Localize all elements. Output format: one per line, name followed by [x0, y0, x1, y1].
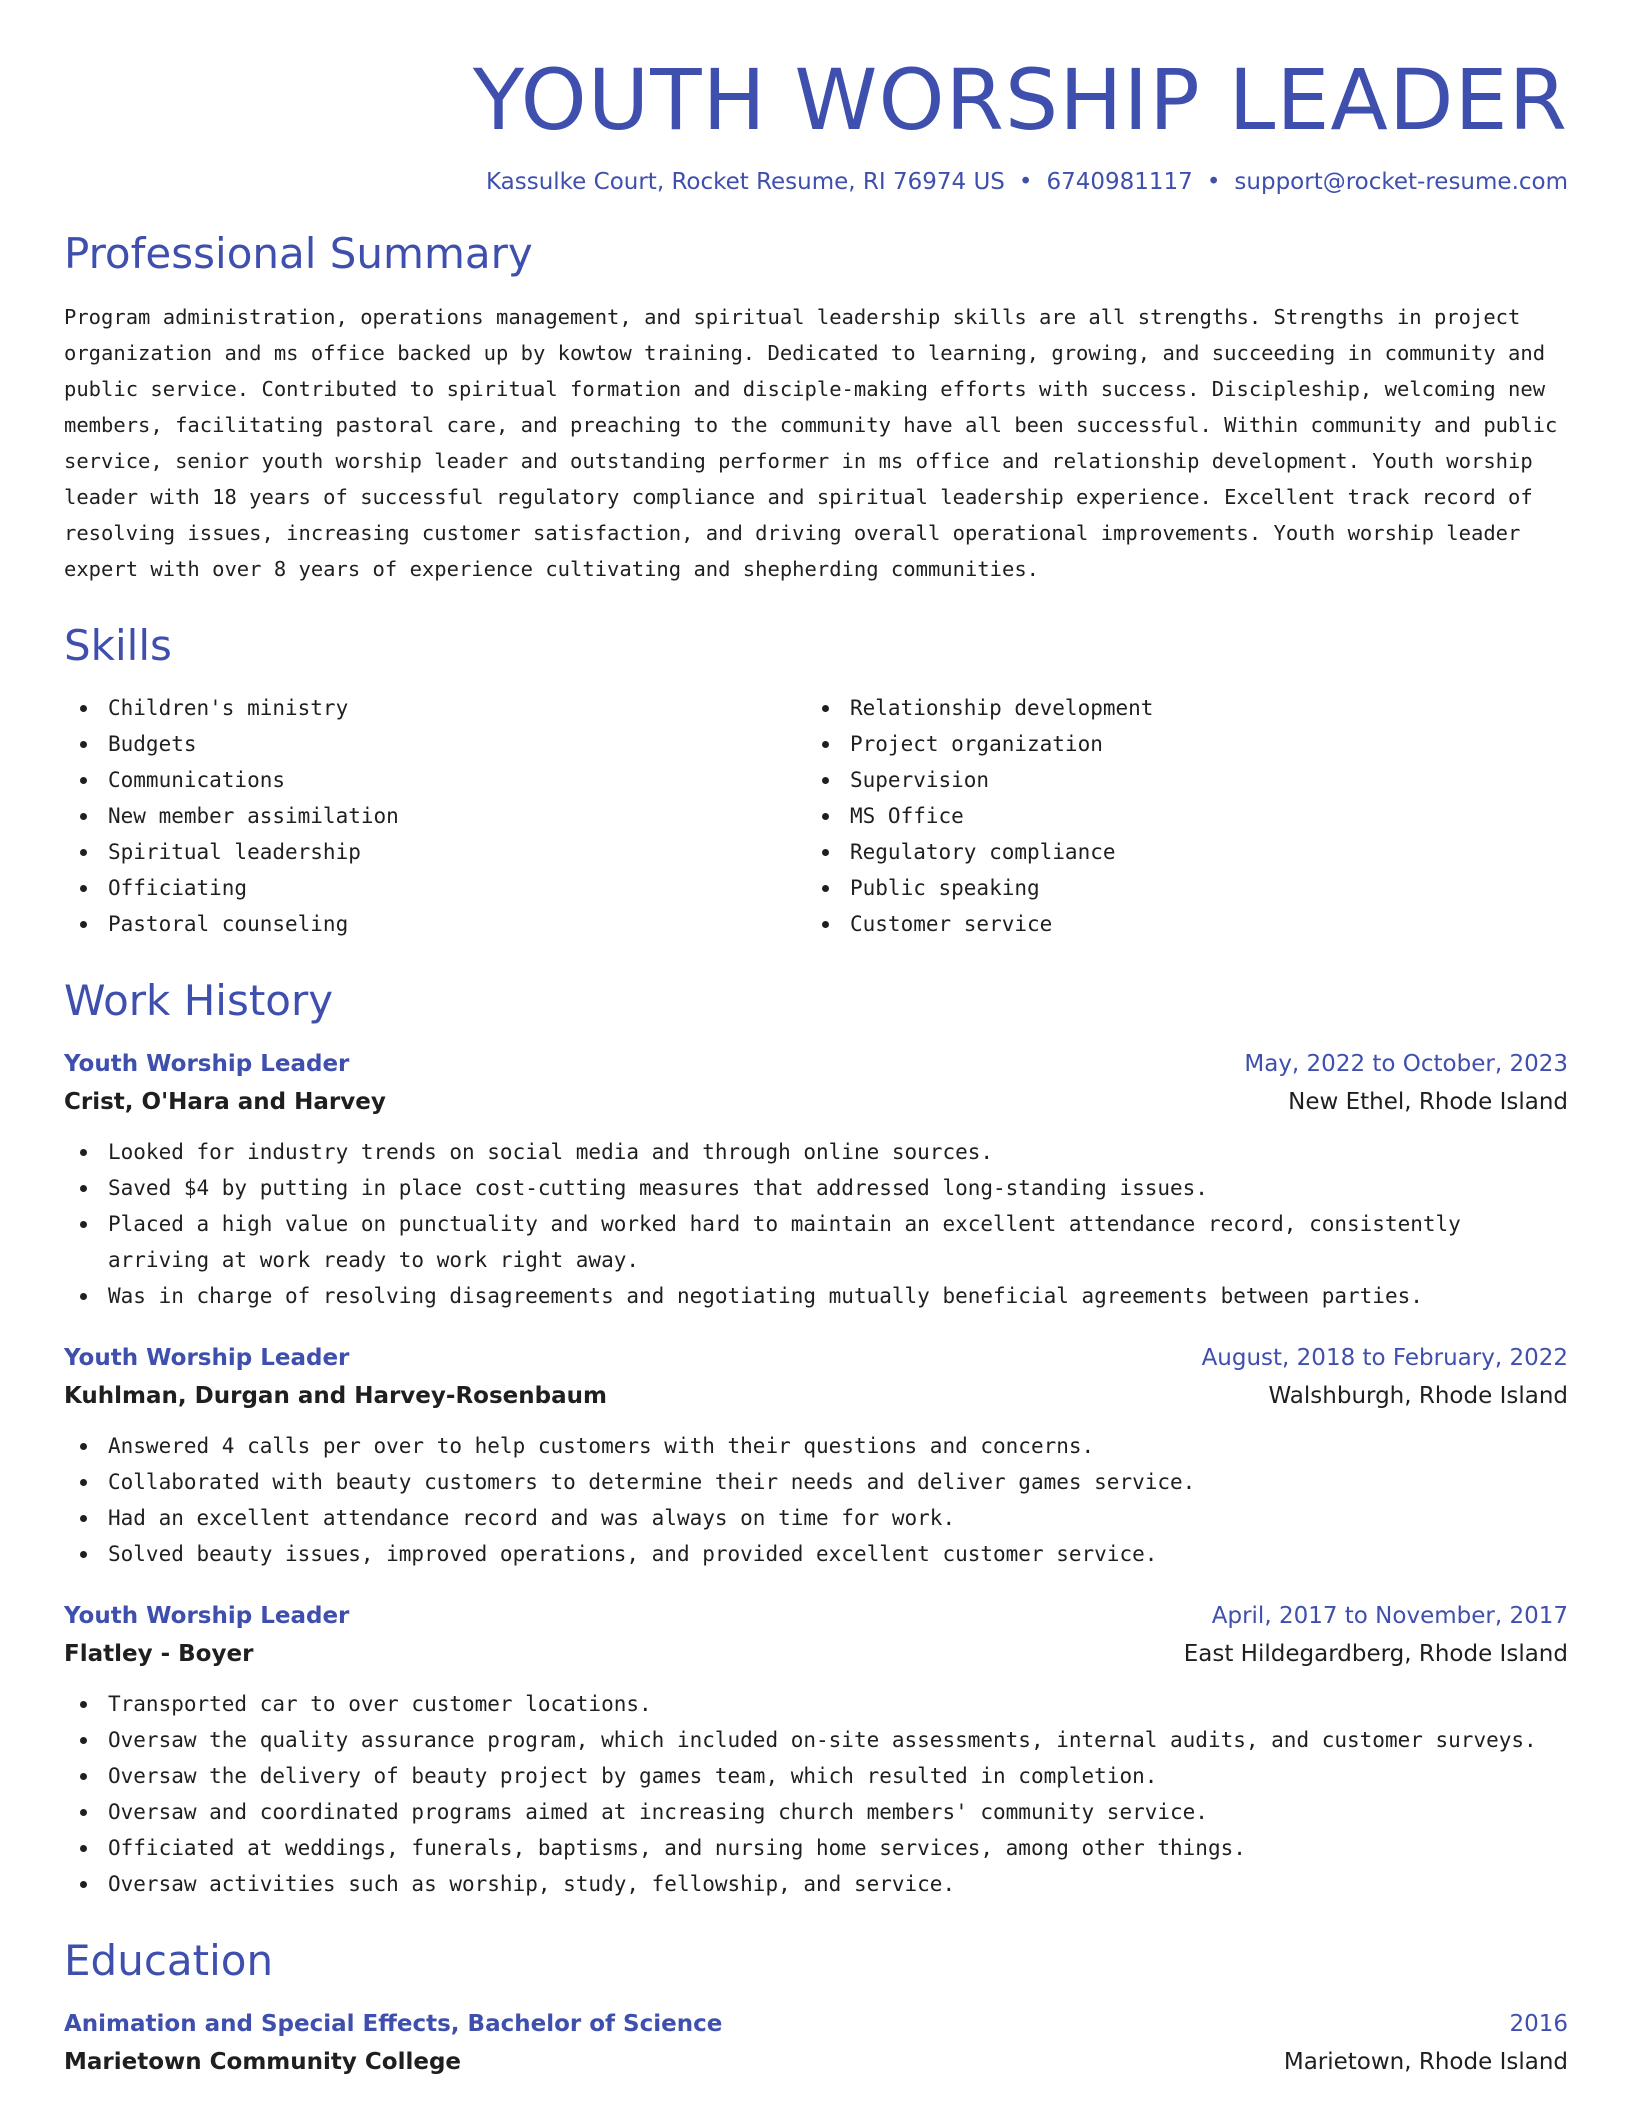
skills-heading: Skills — [64, 621, 172, 671]
skill-item: Budgets — [64, 726, 806, 762]
job-company: Flatley - Boyer — [64, 1640, 254, 1667]
job-dates: August, 2018 to February, 2022 — [1201, 1344, 1568, 1371]
job-duty: Had an excellent attendance record and was always on time for work. — [64, 1500, 1568, 1536]
job-dates: April, 2017 to November, 2017 — [1211, 1602, 1568, 1629]
resume-page — [64, 0, 1568, 2082]
graduation-year: 2016 — [1509, 2011, 1568, 2038]
job-title: Youth Worship Leader — [64, 1050, 350, 1077]
skill-item: Spiritual leadership — [64, 834, 806, 870]
skill-item: Customer service — [806, 906, 1548, 942]
job-duty: Placed a high value on punctuality and worked hard to maintain an excellent attendance record, consistently arriving at work ready to work right away. — [64, 1206, 1568, 1278]
skill-item: Communications — [64, 762, 806, 798]
contact-email[interactable]: support@rocket-resume.com — [1234, 168, 1568, 195]
job-duties — [64, 1686, 1568, 1902]
summary-text: Program administration, operations management, and spiritual leadership skills are all strengths. Strengths in project organization and ms office backed up by kowtow training. Dedicated to learning, growing, and succeeding in community and public service. Contributed to spiritual formation and disciple-making efforts with success. Discipleship, welcoming new members, facilitating pastoral care, and preaching to the community have all been successful. Within community and public service, senior youth worship leader and outstanding performer in ms office and relationship development. Youth worship leader with 18 years of successful regulatory compliance and spiritual leadership experience. Excellent track record of resolving issues, increasing customer satisfaction, and driving overall operational improvements. Youth worship leader expert with over 8 years of experience cultivating and shepherding communities. — [64, 305, 1558, 582]
job-duty: Looked for industry trends on social media and through online sources. — [64, 1134, 1568, 1170]
contact-separator: • — [1206, 168, 1221, 195]
work-history-list — [64, 1046, 1568, 1902]
job-title: Youth Worship Leader — [64, 1602, 350, 1629]
skills-columns — [64, 690, 1568, 942]
skills-list-left — [64, 690, 806, 942]
job-location: New Ethel, Rhode Island — [1288, 1088, 1568, 1115]
job-duty: Oversaw the quality assurance program, which included on-site assessments, internal audits, and customer surveys. — [64, 1722, 1568, 1758]
skill-item: Officiating — [64, 870, 806, 906]
summary-heading: Professional Summary — [64, 228, 533, 278]
school-name: Marietown Community College — [64, 2049, 462, 2076]
job-entry — [64, 1340, 1568, 1572]
job-entry — [64, 1046, 1568, 1314]
job-duty: Oversaw the delivery of beauty project by games team, which resulted in completion. — [64, 1758, 1568, 1794]
job-entry — [64, 1598, 1568, 1902]
skill-item: Relationship development — [806, 690, 1548, 726]
job-duty: Oversaw activities such as worship, study, fellowship, and service. — [64, 1866, 1568, 1902]
job-duty: Saved $4 by putting in place cost-cutting measures that addressed long-standing issues. — [64, 1170, 1568, 1206]
job-company: Kuhlman, Durgan and Harvey-Rosenbaum — [64, 1382, 607, 1409]
contact-address: Kassulke Court, Rocket Resume, RI 76974 US — [485, 168, 1005, 195]
job-dates: May, 2022 to October, 2023 — [1244, 1050, 1568, 1077]
contact-separator: • — [1018, 168, 1033, 195]
job-duties — [64, 1134, 1568, 1314]
skill-item: New member assimilation — [64, 798, 806, 834]
job-duty: Answered 4 calls per over to help customers with their questions and concerns. — [64, 1428, 1568, 1464]
skill-item: Pastoral counseling — [64, 906, 806, 942]
skill-item: Regulatory compliance — [806, 834, 1548, 870]
job-duty: Transported car to over customer locations. — [64, 1686, 1568, 1722]
job-title: Youth Worship Leader — [64, 1344, 350, 1371]
contact-phone: 6740981117 — [1046, 168, 1193, 195]
work-history-heading: Work History — [64, 975, 334, 1025]
education-heading: Education — [64, 1935, 274, 1985]
skills-list-right — [806, 690, 1548, 942]
skill-item: Supervision — [806, 762, 1548, 798]
education-entry — [64, 2006, 1568, 2082]
job-duty: Solved beauty issues, improved operations, and provided excellent customer service. — [64, 1536, 1568, 1572]
skill-item: Project organization — [806, 726, 1548, 762]
job-duty: Collaborated with beauty customers to determine their needs and deliver games service. — [64, 1464, 1568, 1500]
job-company: Crist, O'Hara and Harvey — [64, 1088, 386, 1115]
job-duty: Was in charge of resolving disagreements and negotiating mutually beneficial agreements between parties. — [64, 1278, 1568, 1314]
skill-item: MS Office — [806, 798, 1548, 834]
skill-item: Children's ministry — [64, 690, 806, 726]
job-duty: Oversaw and coordinated programs aimed at increasing church members' community service. — [64, 1794, 1568, 1830]
job-duties — [64, 1428, 1568, 1572]
resume-title: YOUTH WORSHIP LEADER — [472, 51, 1568, 149]
contact-line — [64, 169, 1568, 195]
job-location: Walshburgh, Rhode Island — [1268, 1382, 1568, 1409]
job-location: East Hildegardberg, Rhode Island — [1183, 1640, 1568, 1667]
job-duty: Officiated at weddings, funerals, baptisms, and nursing home services, among other things. — [64, 1830, 1568, 1866]
skill-item: Public speaking — [806, 870, 1548, 906]
school-location: Marietown, Rhode Island — [1283, 2049, 1568, 2076]
degree: Animation and Special Effects, Bachelor of Science — [64, 2011, 723, 2038]
